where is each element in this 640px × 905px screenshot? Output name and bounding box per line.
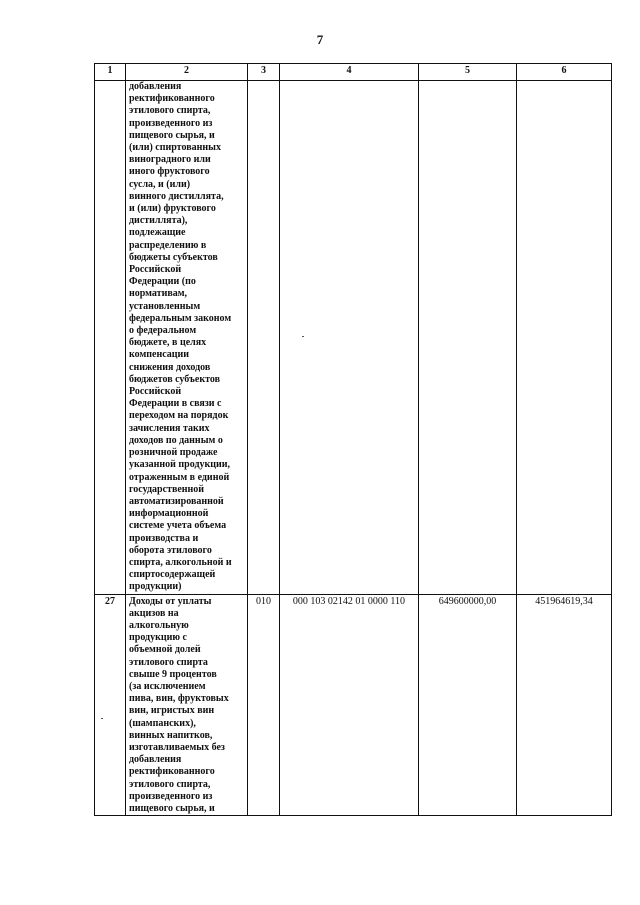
table-row-27 bbox=[95, 594, 612, 816]
approved-amount-cell: 649600000,00 bbox=[419, 594, 517, 816]
column-header-5: 5 bbox=[419, 64, 517, 81]
admin-code-cell: 010 bbox=[248, 594, 280, 816]
revenue-name-cell: Доходы от уплаты акцизов на алкогольную продукцию с объемной долей этилового спирта свыше 9 процентов (за исключением пива, вин, фруктовых вин, игристых вин (шампанских), винных напитков, изготавливаемых без добавления ректификованного этилового спирта, произведенного из пищевого сырья, и bbox=[126, 594, 248, 816]
column-header-3: 3 bbox=[248, 64, 280, 81]
column-header-4: 4 bbox=[280, 64, 419, 81]
table-row-continuation bbox=[95, 81, 612, 595]
page-number: 7 bbox=[316, 32, 324, 47]
row-number-cell: 27 bbox=[95, 594, 126, 816]
admin-code-cell bbox=[248, 81, 280, 595]
budget-code-cell: 000 103 02142 01 0000 110 bbox=[280, 594, 419, 816]
budget-code-cell bbox=[280, 81, 419, 595]
approved-amount-cell bbox=[419, 81, 517, 595]
column-number-header-row bbox=[95, 64, 612, 81]
executed-amount-cell bbox=[517, 81, 612, 595]
scan-speck bbox=[302, 336, 304, 337]
executed-amount-cell: 451964619,34 bbox=[517, 594, 612, 816]
column-header-2: 2 bbox=[126, 64, 248, 81]
column-header-1: 1 bbox=[95, 64, 126, 81]
scan-speck bbox=[101, 718, 103, 719]
column-header-6: 6 bbox=[517, 64, 612, 81]
revenue-name-cell: добавления ректификованного этилового спирта, произведенного из пищевого сырья, и (или) спиртованных виноградного или иного фруктового сусла, и (или) винного дистиллята, и (или) фруктового дистиллята), подлежащие распределению в бюджеты субъектов Российской Федерации (по нормативам, установленным федеральным законом о федеральном бюджете, в целях компенсации снижения доходов бюджетов субъектов Российской Федерации в связи с переходом на порядок зачисления таких доходов по данным о розничной продаже указанной продукции, отраженным в единой государственной автоматизированной информационной системе учета объема производства и оборота этилового спирта, алкогольной и спиртосодержащей продукции) bbox=[126, 81, 248, 595]
row-number-cell bbox=[95, 81, 126, 595]
budget-revenue-table bbox=[94, 63, 612, 816]
